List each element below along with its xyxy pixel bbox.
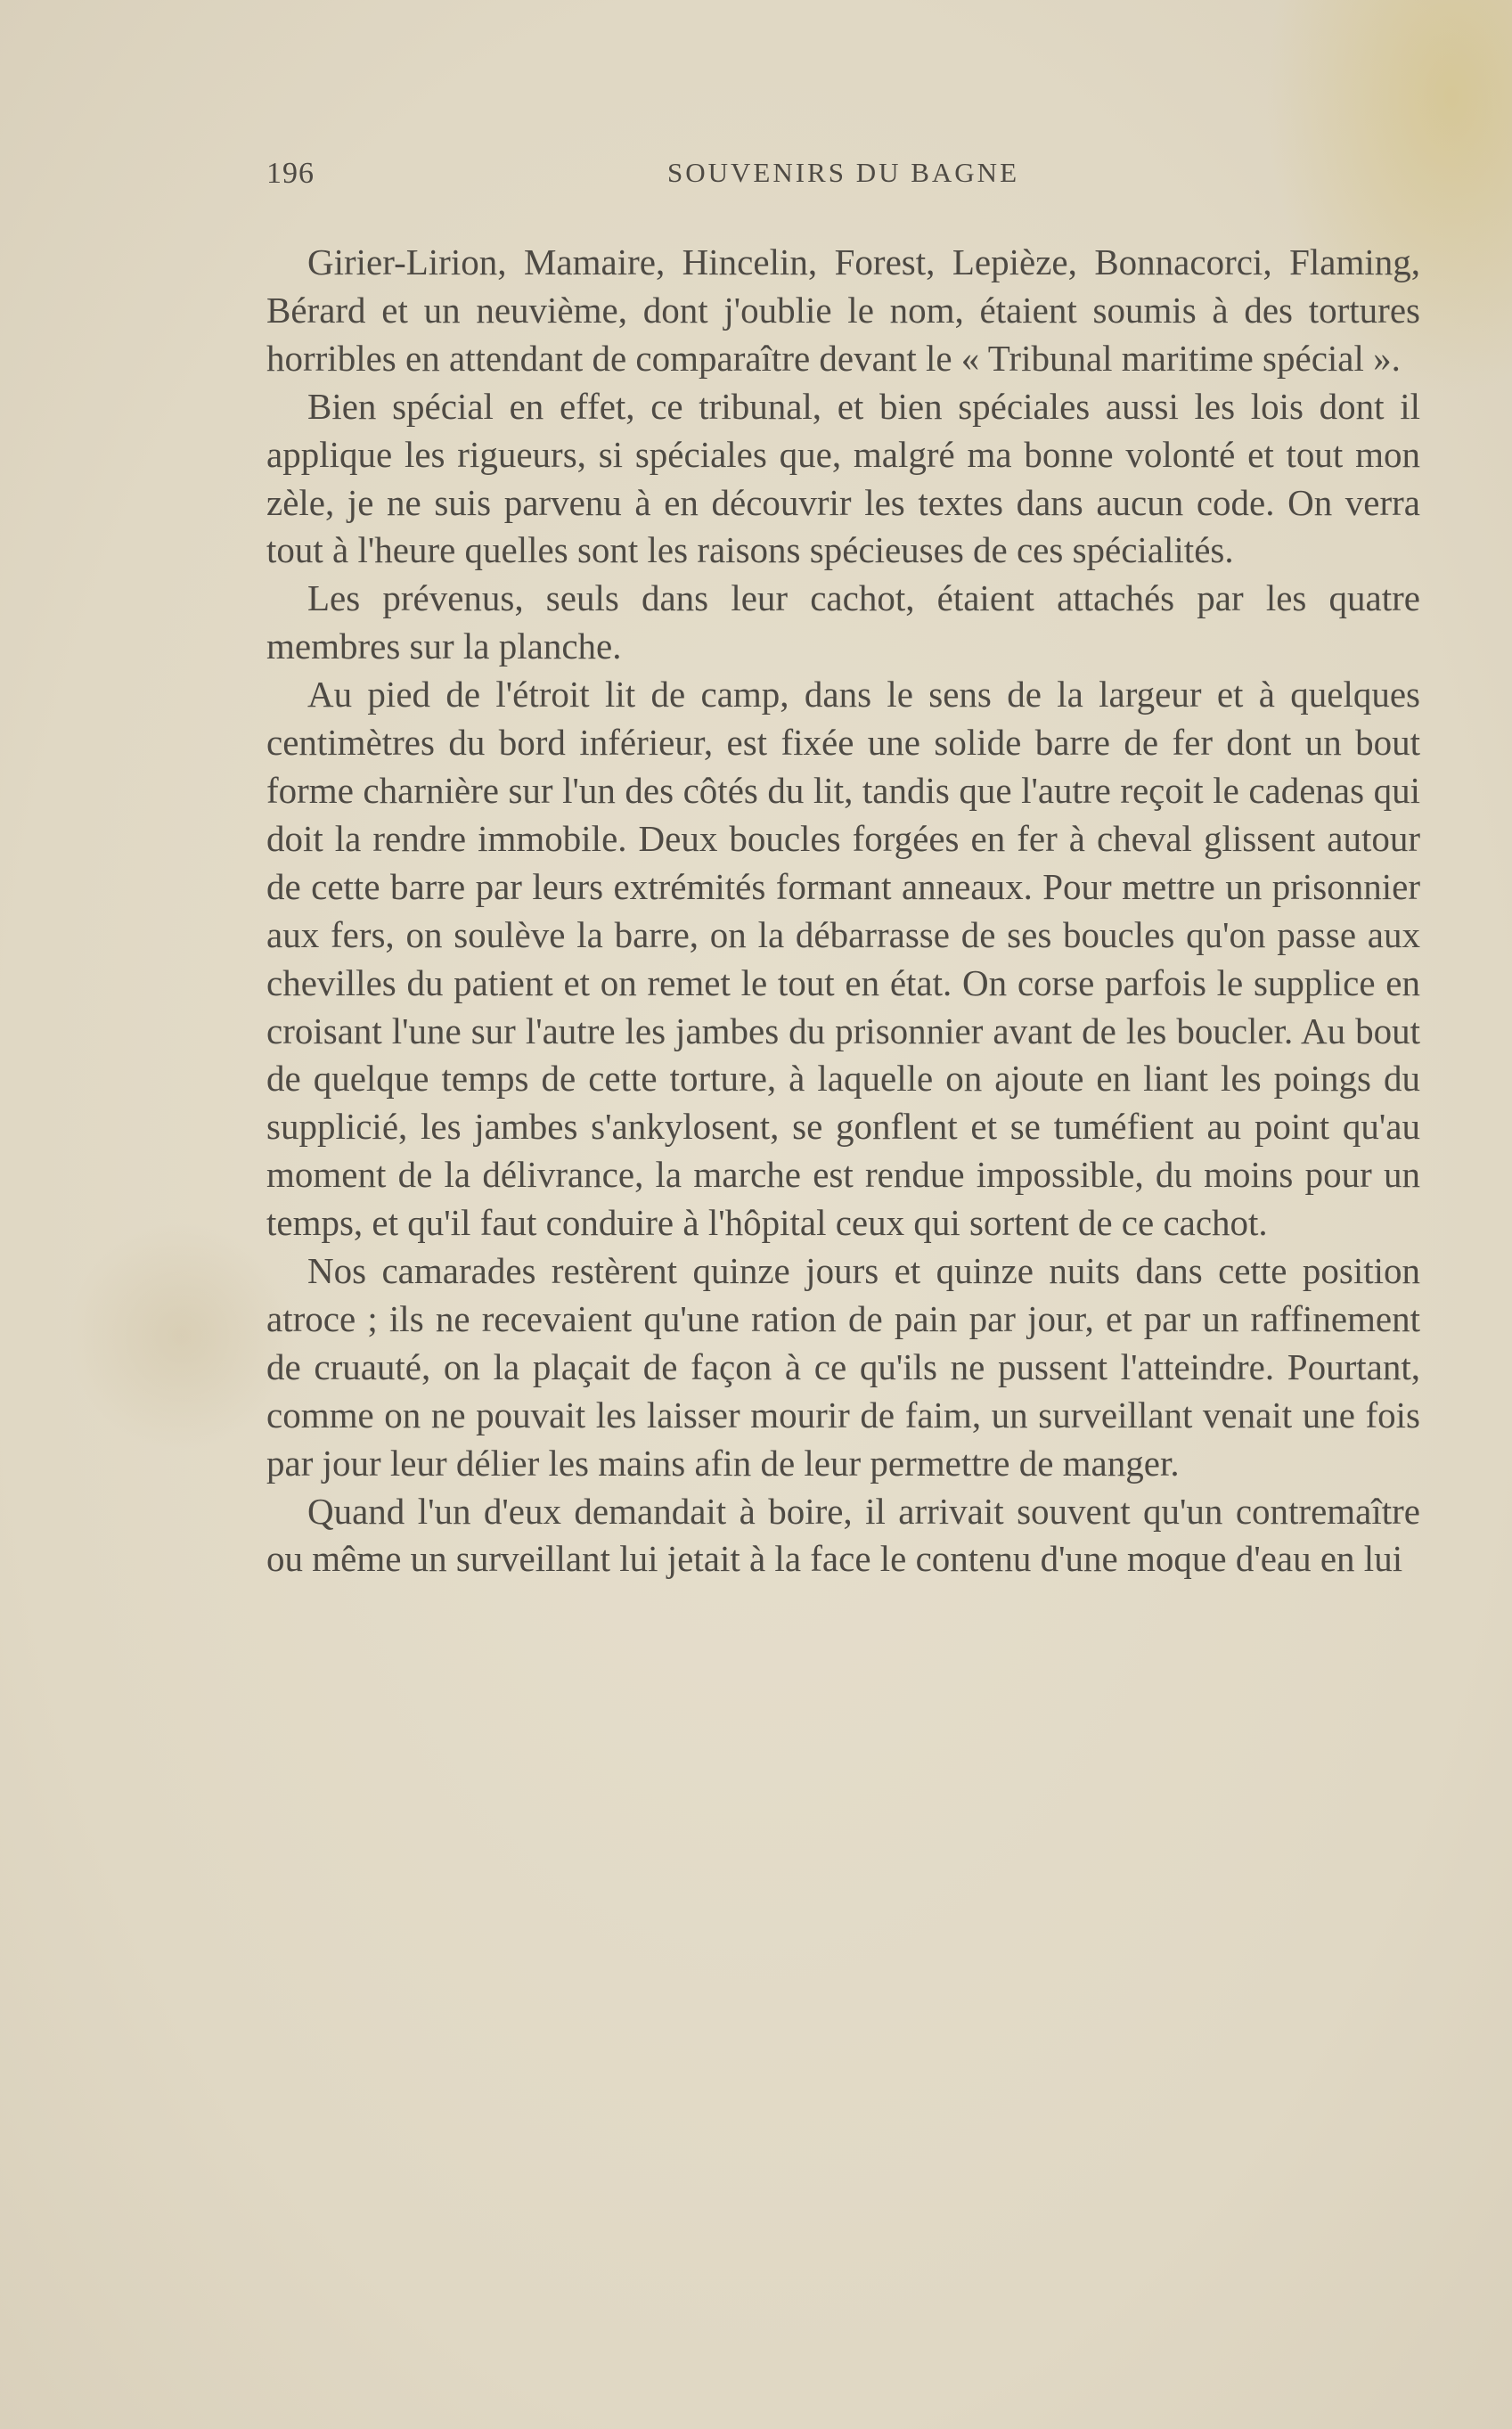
paragraph-2: Bien spécial en effet, ce tribunal, et bien spéciales aussi les lois dont il applique les rigueurs, si spéciales que, malgré ma bonne volonté et tout mon zèle, je ne suis parvenu à en découvrir les textes dans aucun code. On verra tout à l'heure quelles sont les raisons spécieuses de ces spécialités. (266, 385, 1420, 571)
body-text (266, 239, 1420, 1583)
paragraph-1: Girier-Lirion, Mamaire, Hincelin, Forest, Lepièze, Bonnacorci, Flaming, Bérard et un neuvième, dont j'oublie le nom, étaient soumis à des tortures horribles en attendant de comparaître devant le « Tribunal maritime spécial ». (266, 241, 1420, 379)
page-header (266, 157, 1420, 196)
paragraph-6: Quand l'un d'eux demandait à boire, il arrivait souvent qu'un contremaître ou même un surveillant lui jetait à la face le contenu d'une moque d'eau en lui (266, 1490, 1420, 1580)
running-head: SOUVENIRS DU BAGNE (666, 157, 1019, 188)
paragraph-3: Les prévenus, seuls dans leur cachot, étaient attachés par les quatre membres sur la planche. (266, 577, 1420, 667)
page-number: 196 (266, 157, 315, 190)
paragraph-5: Nos camarades restèrent quinze jours et quinze nuits dans cette position atroce ; ils ne recevaient qu'une ration de pain par jour, et par un raffinement de cruauté, on la plaçait de façon à ce qu'ils ne pussent l'atteindre. Pourtant, comme on ne pouvait les laisser mourir de faim, un surveillant venait une fois par jour leur délier les mains afin de leur permettre de manger. (266, 1250, 1420, 1484)
paragraph-4: Au pied de l'étroit lit de camp, dans le sens de la largeur et à quelques centimètres du bord inférieur, est fixée une solide barre de fer dont un bout forme charnière sur l'un des côtés du lit, tandis que l'autre reçoit le cadenas qui doit la rendre immobile. Deux boucles forgées en fer à cheval glissent autour de cette barre par leurs extrémités formant anneaux. Pour mettre un prisonnier aux fers, on soulève la barre, on la débarrasse de ses boucles qu'on passe aux chevilles du patient et on remet le tout en état. On corse parfois le supplice en croisant l'une sur l'autre les jambes du prisonnier avant de les boucler. Au bout de quelque temps de cette torture, à laquelle on ajoute en liant les poings du supplicié, les jambes s'ankylosent, se gonflent et se tuméfient au point qu'au moment de la délivrance, la marche est rendue impossible, du moins pour un temps, et qu'il faut conduire à l'hôpital ceux qui sortent de ce cachot. (266, 674, 1420, 1244)
